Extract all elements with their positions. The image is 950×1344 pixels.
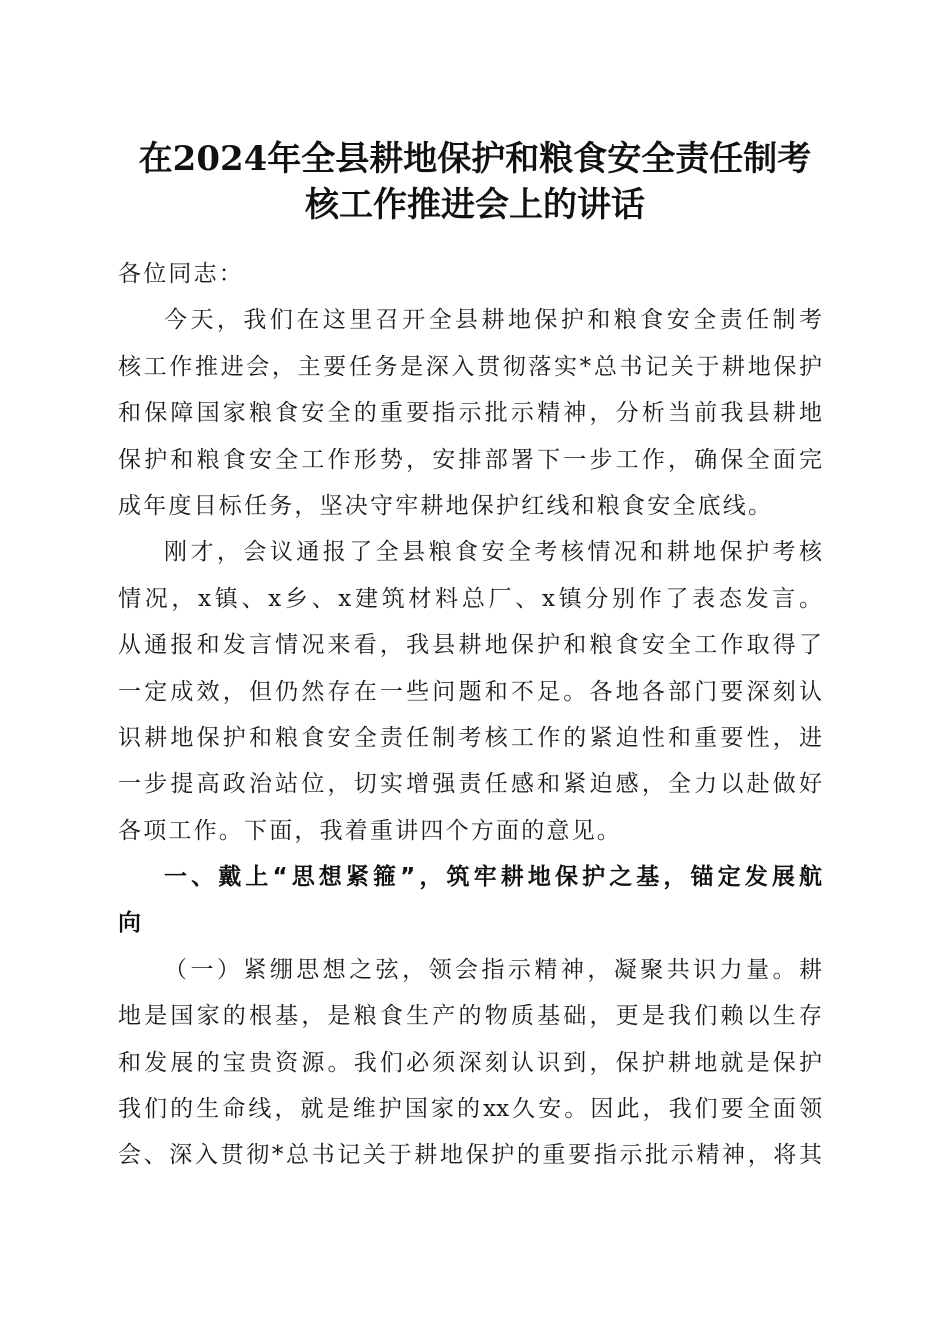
text-line: 和保障国家粮食安全的重要指示批示精神，分析当前我县耕地 [118, 400, 822, 427]
text-line: 成年度目标任务，坚决守牢耕地保护红线和粮食安全底线。 [118, 492, 774, 519]
text-line: 情况，x镇、x乡、x建筑材料总厂、x镇分别作了表态发言。 [118, 585, 822, 612]
text-line: （一）紧绷思想之弦，领会指示精神，凝聚共识力量。耕 [164, 956, 822, 983]
text-line: 各项工作。下面，我着重讲四个方面的意见。 [118, 817, 622, 844]
text-line: 从通报和发言情况来看，我县耕地保护和粮食安全工作取得了 [118, 632, 822, 659]
title-line: 核工作推进会上的讲话 [305, 185, 645, 225]
text-line: 会、深入贯彻*总书记关于耕地保护的重要指示批示精神，将其 [118, 1142, 822, 1169]
salutation: 各位同志： [118, 261, 244, 287]
text-line: 识耕地保护和粮食安全责任制考核工作的紧迫性和重要性，进 [118, 724, 822, 751]
paragraph-review [118, 529, 822, 854]
text-line: 今天，我们在这里召开全县耕地保护和粮食安全责任制考 [164, 307, 822, 334]
paragraph-opening [118, 297, 822, 529]
text-line: 核工作推进会，主要任务是深入贯彻落实*总书记关于耕地保护 [118, 353, 822, 380]
heading-line: 向 [118, 910, 144, 937]
text-line: 我们的生命线，就是维护国家的xx久安。因此，我们要全面领 [118, 1096, 822, 1123]
speech-body [118, 251, 822, 1179]
text-line: 一步提高政治站位，切实增强责任感和紧迫感，全力以赴做好 [118, 771, 822, 798]
text-line: 一定成效，但仍然存在一些问题和不足。各地各部门要深刻认 [118, 678, 822, 705]
text-line: 刚才，会议通报了全县粮食安全考核情况和耕地保护考核 [164, 539, 822, 566]
text-line: 和发展的宝贵资源。我们必须深刻认识到，保护耕地就是保护 [118, 1049, 822, 1076]
heading-line: 一、戴上“思想紧箍”，筑牢耕地保护之基，锚定发展航 [164, 864, 822, 891]
paragraph-subsection [118, 947, 822, 1179]
text-line: 保护和粮食安全工作形势，安排部署下一步工作，确保全面完 [118, 446, 822, 473]
title-line: 在2024年全县耕地保护和粮食安全责任制考 [138, 139, 812, 179]
text-line: 地是国家的根基，是粮食生产的物质基础，更是我们赖以生存 [118, 1003, 822, 1030]
section-heading [118, 854, 822, 947]
document-title [100, 136, 850, 228]
